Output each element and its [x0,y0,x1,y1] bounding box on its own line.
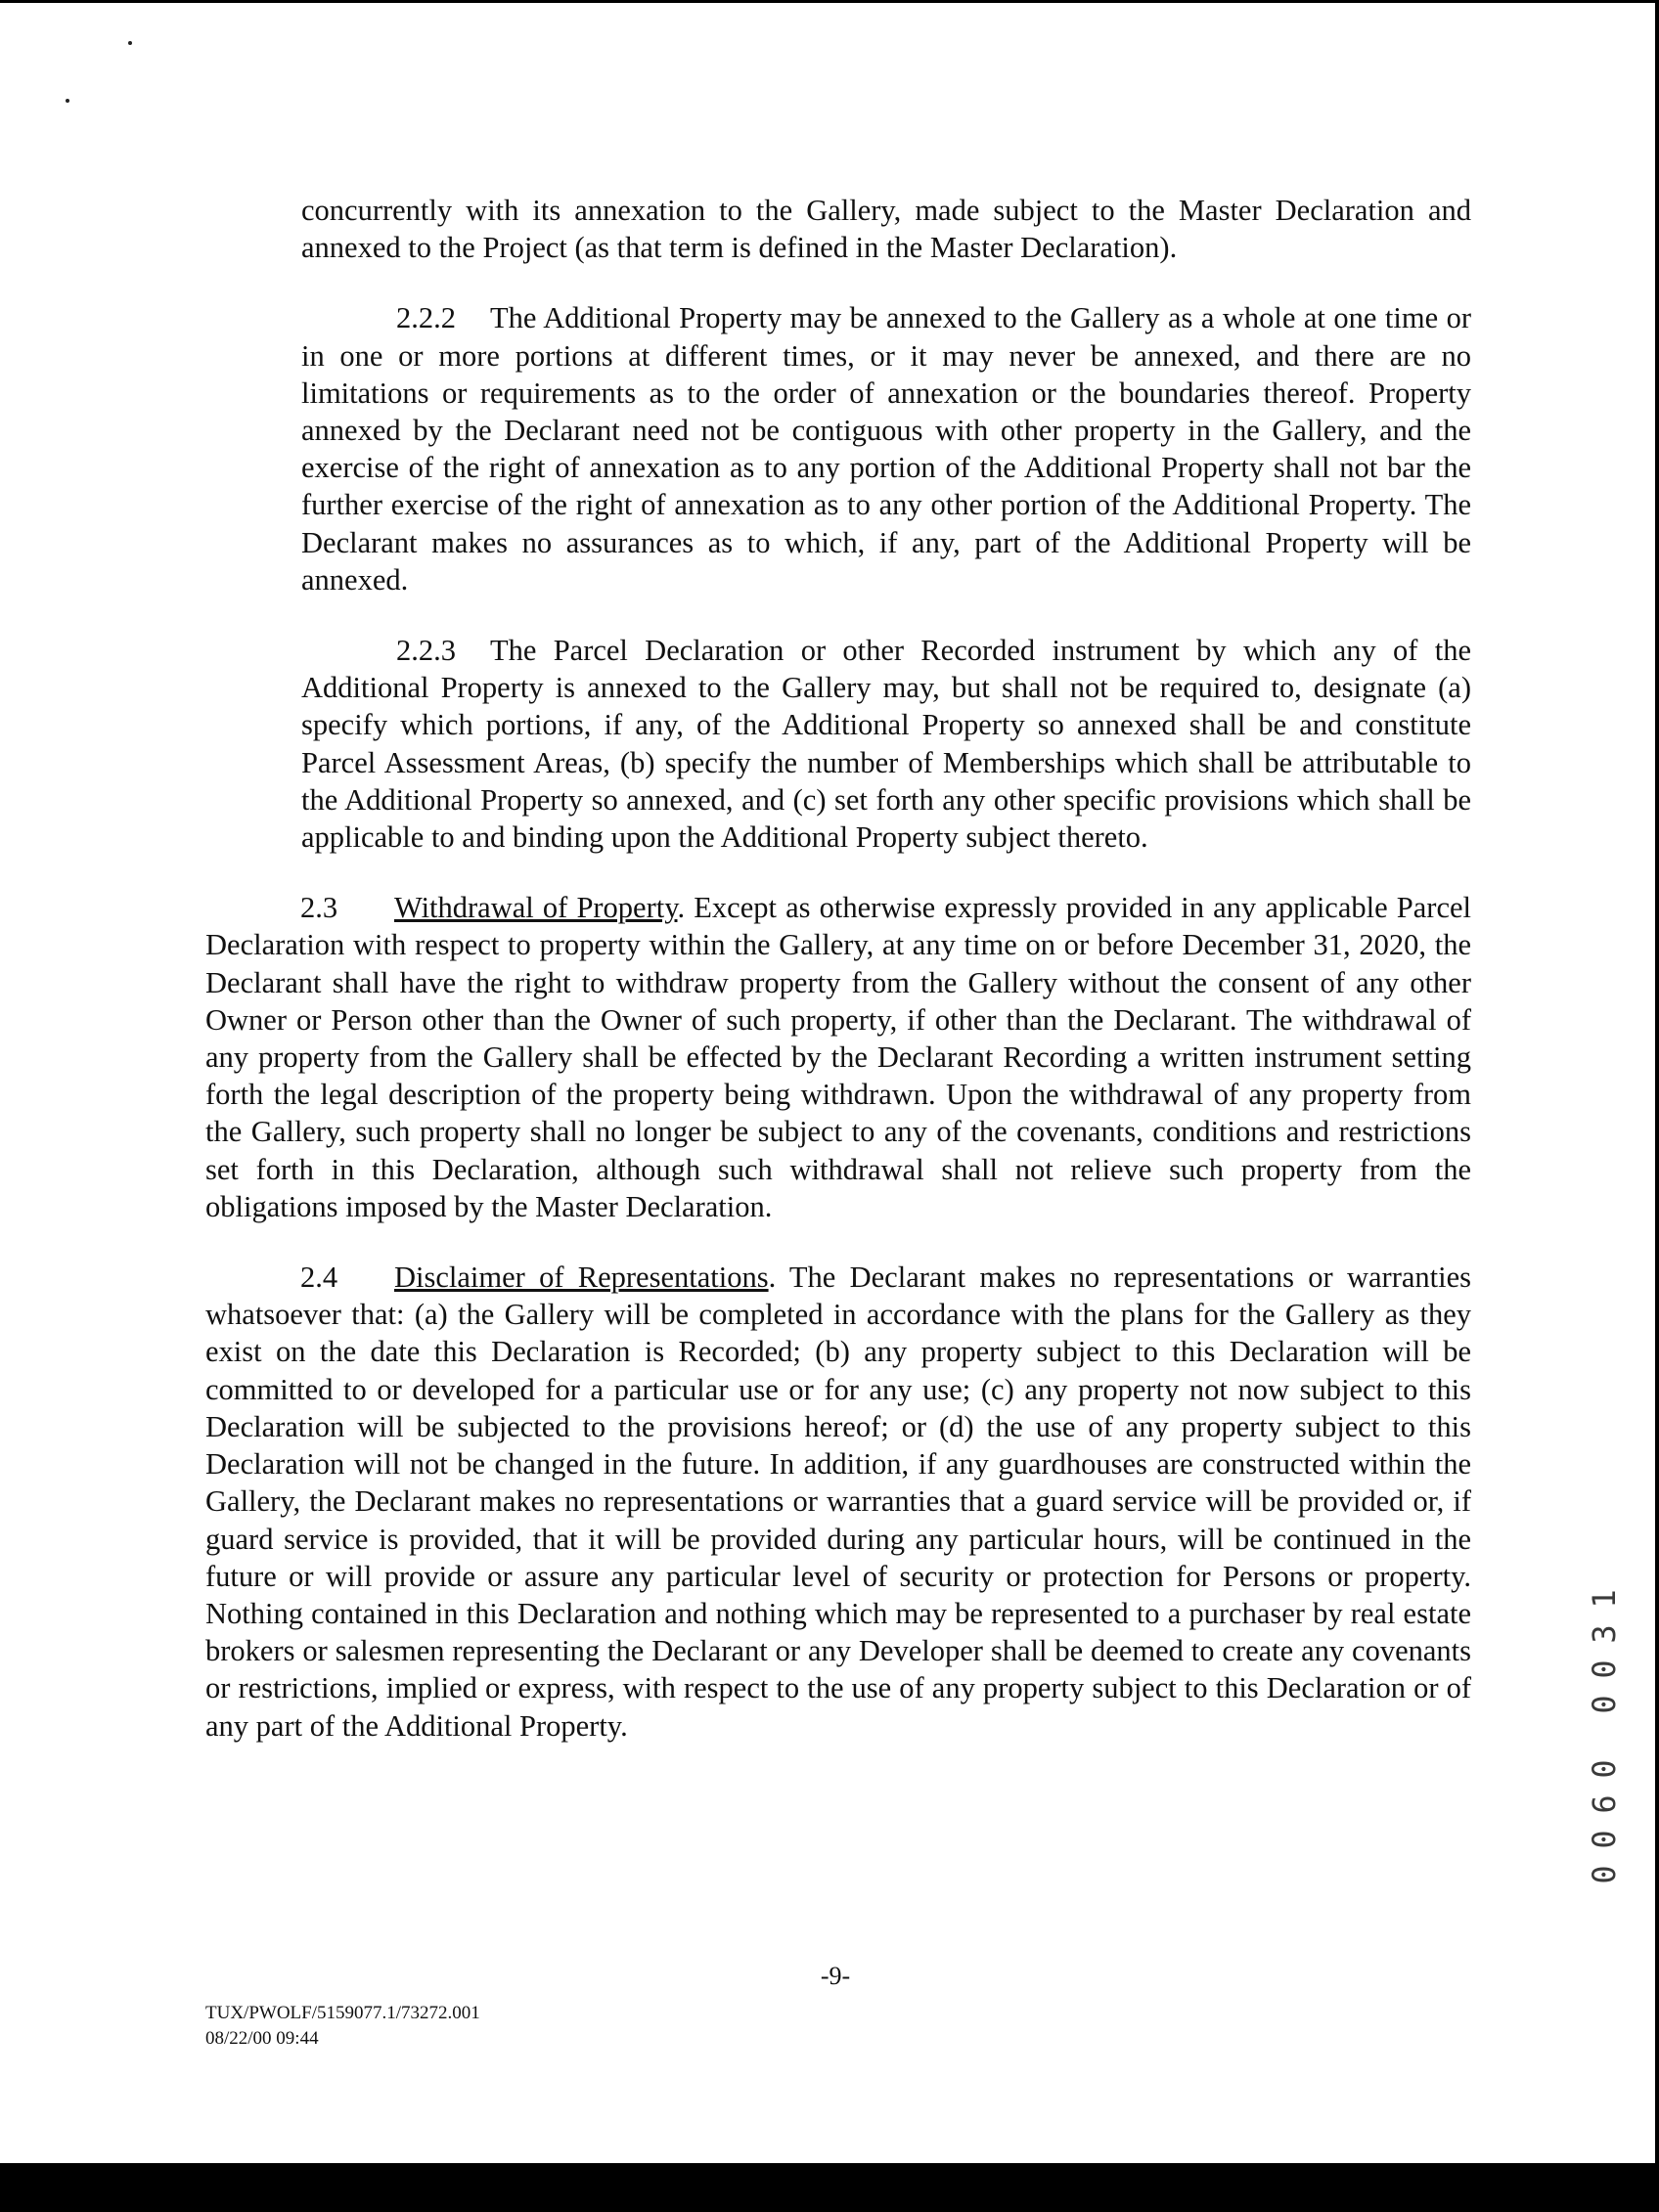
document-footer [205,2001,480,2052]
section-2-2-3 [205,632,1471,856]
footer-doc-id: TUX/PWOLF/5159077.1/73272.001 [205,2003,480,2023]
section-2-3 [205,889,1471,1225]
stamp-char: 3 [1586,1624,1623,1644]
page-number: -9- [820,1962,851,1990]
stamp-char: 0 [1586,1759,1623,1779]
section-number: 2.2.2 [396,301,456,335]
section-2-2-2 [205,299,1471,598]
footer-datetime: 08/22/00 09:44 [205,2028,319,2049]
stamp-char: 1 [1586,1589,1623,1609]
scan-border-top [0,0,1659,3]
document-body [205,192,1471,1778]
section-text: The Parcel Declaration or other Recorded instrument by which any of the Additional Property is annexed to the Gallery may, but shall not be required to, designate (a) specify which portions, if any, of the Additional Property so annexed shall be and constitute Parcel Assessment Areas, (b) specify the number of Memberships which shall be attributable to the Additional Property so annexed, and (c) set forth any other specific provisions which shall be applicable to and binding upon the Additional Property subject thereto. [301,634,1471,855]
stamp-char: 0 [1586,1830,1623,1849]
stamp-char: 0 [1586,1659,1623,1679]
stamp-char: 6 [1586,1794,1623,1814]
section-text: The Additional Property may be annexed to the Gallery as a whole at one time or in one or more portions at different times, or it may never be annexed, and there are no limitations or requirements as to the order of annexation or the boundaries thereof. Property annexed by the Declarant need not be contiguous with other property in the Gallery, and the exercise of the right of annexation as to any portion of the Additional Property shall not bar the further exercise of the right of annexation as to any other portion of the Additional Property. The Declarant makes no assurances as to which, if any, part of the Additional Property will be annexed. [301,301,1471,597]
scan-speck [128,41,132,45]
paragraph-intro: concurrently with its annexation to the Gallery, made subject to the Master Declaration and annexed to the Project (as that term is defined in the Master Declaration). [301,194,1471,265]
section-text: . The Declarant makes no representations or warranties whatsoever that: (a) the Gallery will be completed in accordance with the plans for the Gallery as they exist on the date this Declaration is Recorded; (b) any property subject to this Declaration will be committed to or developed for a particular use or for any use; (c) any property not now subject to this Declaration will be subjected to the provisions hereof; or (d) the use of any property subject to this Declaration will not be changed in the future. In addition, if any guardhouses are constructed within the Gallery, the Declarant makes no representations or warranties that a guard service will be provided or, if guard service is provided, that it will be provided during any particular hours, will be continued in the future or will provide or assure any particular level of security or protection for Persons or property. Nothing contained in this Declaration and nothing which may be represented to a purchaser by real estate brokers or salesmen representing the Declarant or any Developer shall be deemed to create any covenants or restrictions, implied or express, with respect to the use of any property subject to this Declaration or of any part of the Additional Property. [205,1261,1471,1743]
section-2-4 [205,1259,1471,1745]
scan-speck [66,99,69,103]
section-number: 2.3 [300,891,338,925]
section-heading: Withdrawal of Property [394,891,678,925]
section-number: 2.2.3 [396,634,456,668]
stamp-char: 0 [1586,1865,1623,1884]
recording-stamp-number [1585,1543,1624,1884]
section-number: 2.4 [300,1261,338,1295]
section-text: . Except as otherwise expressly provided in any applicable Parcel Declaration with respect to property within the Gallery, at any time on or before December 31, 2020, the Declarant shall have the right to withdraw property from the Gallery without the consent of any other Owner or Person other than the Owner of such property, if other than the Declarant. The withdrawal of any property from the Gallery shall be effected by the Declarant Recording a written instrument setting forth the legal description of the property being withdrawn. Upon the withdrawal of any property from the Gallery, such property shall no longer be subject to any of the covenants, conditions and restrictions set forth in this Declaration, although such withdrawal shall not relieve such property from the obligations imposed by the Master Declaration. [205,891,1471,1223]
stamp-char: 0 [1586,1695,1623,1714]
scan-border-bottom [0,2163,1659,2212]
scan-border-right [1655,0,1659,2212]
section-heading: Disclaimer of Representations [394,1261,769,1295]
